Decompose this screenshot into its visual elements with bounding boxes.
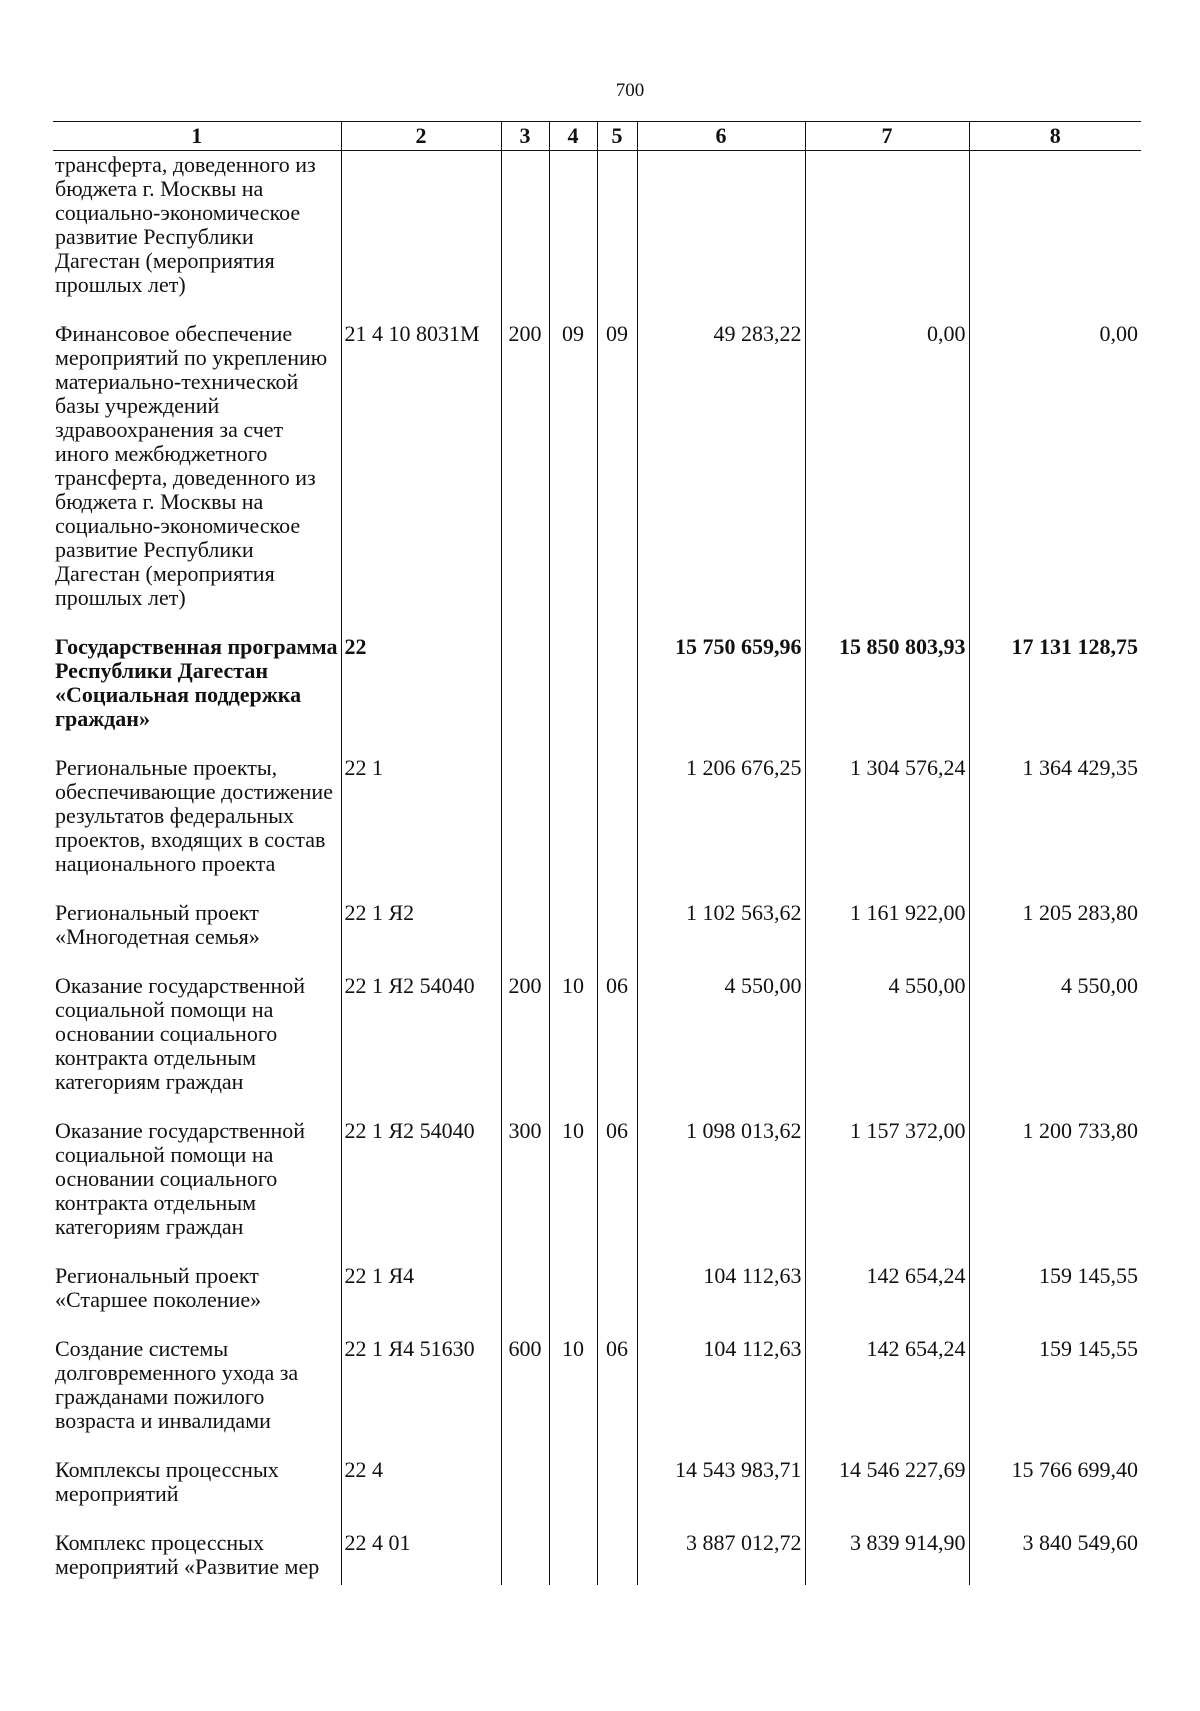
row-value-col8: 15 766 699,40 <box>969 1454 1141 1527</box>
row-value-col7: 1 304 576,24 <box>805 752 969 897</box>
row-col4-cell: 10 <box>549 1115 597 1260</box>
row-value-col6 <box>637 151 805 319</box>
row-col4-cell <box>549 1454 597 1527</box>
row-name-cell: Региональный проект «Старшее поколение» <box>53 1260 341 1333</box>
row-value-col6: 3 887 012,72 <box>637 1527 805 1585</box>
row-code-cell: 22 1 Я4 <box>341 1260 501 1333</box>
row-name-cell: Финансовое обеспечение мероприятий по укреплению материально-технической базы учреждений здравоохранения за счет иного межбюджетного трансферта, доведенного из бюджета г. Москвы на социально-экономическое развитие Республики Дагестан (мероприятия прошлых лет) <box>53 318 341 631</box>
row-value-col8: 159 145,55 <box>969 1333 1141 1454</box>
column-header: 8 <box>969 122 1141 151</box>
row-value-col6: 104 112,63 <box>637 1260 805 1333</box>
row-value-col8: 1 205 283,80 <box>969 897 1141 970</box>
row-value-col6: 15 750 659,96 <box>637 631 805 752</box>
table-row <box>53 1454 1141 1527</box>
row-value-col7: 142 654,24 <box>805 1333 969 1454</box>
row-col3-cell: 200 <box>501 970 549 1115</box>
row-col5-cell <box>597 151 637 319</box>
row-value-col7: 142 654,24 <box>805 1260 969 1333</box>
row-name-cell: трансферта, доведенного из бюджета г. Москвы на социально-экономическое развитие Республики Дагестан (мероприятия прошлых лет) <box>53 151 341 319</box>
row-value-col7: 4 550,00 <box>805 970 969 1115</box>
budget-table <box>53 121 1141 1585</box>
row-name-cell: Государственная программа Республики Дагестан «Социальная поддержка граждан» <box>53 631 341 752</box>
row-value-col8: 17 131 128,75 <box>969 631 1141 752</box>
row-code-cell <box>341 151 501 319</box>
row-name-cell: Комплексы процессных мероприятий <box>53 1454 341 1527</box>
row-value-col7: 1 161 922,00 <box>805 897 969 970</box>
row-col3-cell <box>501 1527 549 1585</box>
column-header: 2 <box>341 122 501 151</box>
row-col3-cell <box>501 151 549 319</box>
row-col4-cell <box>549 151 597 319</box>
row-col4-cell: 10 <box>549 970 597 1115</box>
row-code-cell: 22 1 Я2 <box>341 897 501 970</box>
row-code-cell: 22 <box>341 631 501 752</box>
row-value-col8: 3 840 549,60 <box>969 1527 1141 1585</box>
row-code-cell: 22 1 Я2 54040 <box>341 970 501 1115</box>
column-header: 1 <box>53 122 341 151</box>
row-name-cell: Комплекс процессных мероприятий «Развитие мер <box>53 1527 341 1585</box>
row-value-col6: 1 102 563,62 <box>637 897 805 970</box>
row-value-col6: 49 283,22 <box>637 318 805 631</box>
table-row <box>53 318 1141 631</box>
row-value-col8: 1 364 429,35 <box>969 752 1141 897</box>
table-row <box>53 897 1141 970</box>
row-col3-cell <box>501 897 549 970</box>
row-value-col8: 159 145,55 <box>969 1260 1141 1333</box>
row-col4-cell <box>549 631 597 752</box>
row-value-col7: 14 546 227,69 <box>805 1454 969 1527</box>
row-code-cell: 22 1 Я2 54040 <box>341 1115 501 1260</box>
row-name-cell: Региональный проект «Многодетная семья» <box>53 897 341 970</box>
row-col5-cell <box>597 631 637 752</box>
column-header: 7 <box>805 122 969 151</box>
table-row <box>53 1115 1141 1260</box>
row-col3-cell <box>501 1260 549 1333</box>
row-col5-cell: 09 <box>597 318 637 631</box>
row-col3-cell <box>501 752 549 897</box>
table-row <box>53 752 1141 897</box>
row-col5-cell <box>597 897 637 970</box>
row-value-col8 <box>969 151 1141 319</box>
row-col5-cell: 06 <box>597 1333 637 1454</box>
row-col3-cell: 200 <box>501 318 549 631</box>
row-col4-cell: 09 <box>549 318 597 631</box>
row-value-col6: 104 112,63 <box>637 1333 805 1454</box>
row-value-col7: 15 850 803,93 <box>805 631 969 752</box>
row-value-col6: 14 543 983,71 <box>637 1454 805 1527</box>
row-col5-cell <box>597 1527 637 1585</box>
row-value-col8: 0,00 <box>969 318 1141 631</box>
row-col3-cell: 600 <box>501 1333 549 1454</box>
row-code-cell: 21 4 10 8031М <box>341 318 501 631</box>
row-value-col6: 4 550,00 <box>637 970 805 1115</box>
row-col5-cell <box>597 1454 637 1527</box>
column-header: 6 <box>637 122 805 151</box>
table-row <box>53 970 1141 1115</box>
row-value-col6: 1 206 676,25 <box>637 752 805 897</box>
table-row <box>53 1260 1141 1333</box>
row-col3-cell <box>501 1454 549 1527</box>
row-value-col7: 0,00 <box>805 318 969 631</box>
table-row <box>53 1333 1141 1454</box>
row-col4-cell <box>549 897 597 970</box>
row-col5-cell <box>597 1260 637 1333</box>
table-row <box>53 631 1141 752</box>
row-code-cell: 22 1 <box>341 752 501 897</box>
row-name-cell: Региональные проекты, обеспечивающие достижение результатов федеральных проектов, входящих в состав национального проекта <box>53 752 341 897</box>
row-value-col6: 1 098 013,62 <box>637 1115 805 1260</box>
row-code-cell: 22 4 01 <box>341 1527 501 1585</box>
column-header: 5 <box>597 122 637 151</box>
row-col5-cell <box>597 752 637 897</box>
column-header: 4 <box>549 122 597 151</box>
row-value-col7: 3 839 914,90 <box>805 1527 969 1585</box>
table-body <box>53 151 1141 1586</box>
row-code-cell: 22 1 Я4 51630 <box>341 1333 501 1454</box>
row-col5-cell: 06 <box>597 970 637 1115</box>
row-col3-cell: 300 <box>501 1115 549 1260</box>
table-row <box>53 151 1141 319</box>
table-row <box>53 1527 1141 1585</box>
table-header <box>53 122 1141 151</box>
row-col5-cell: 06 <box>597 1115 637 1260</box>
row-col4-cell <box>549 1527 597 1585</box>
row-value-col8: 4 550,00 <box>969 970 1141 1115</box>
row-col4-cell <box>549 1260 597 1333</box>
row-value-col7 <box>805 151 969 319</box>
row-col3-cell <box>501 631 549 752</box>
row-col4-cell: 10 <box>549 1333 597 1454</box>
row-value-col8: 1 200 733,80 <box>969 1115 1141 1260</box>
row-name-cell: Оказание государственной социальной помощи на основании социального контракта отдельным категориям граждан <box>53 1115 341 1260</box>
row-name-cell: Оказание государственной социальной помощи на основании социального контракта отдельным категориям граждан <box>53 970 341 1115</box>
row-col4-cell <box>549 752 597 897</box>
row-name-cell: Создание системы долговременного ухода за гражданами пожилого возраста и инвалидами <box>53 1333 341 1454</box>
row-code-cell: 22 4 <box>341 1454 501 1527</box>
row-value-col7: 1 157 372,00 <box>805 1115 969 1260</box>
page-number: 700 <box>615 80 645 101</box>
column-header: 3 <box>501 122 549 151</box>
